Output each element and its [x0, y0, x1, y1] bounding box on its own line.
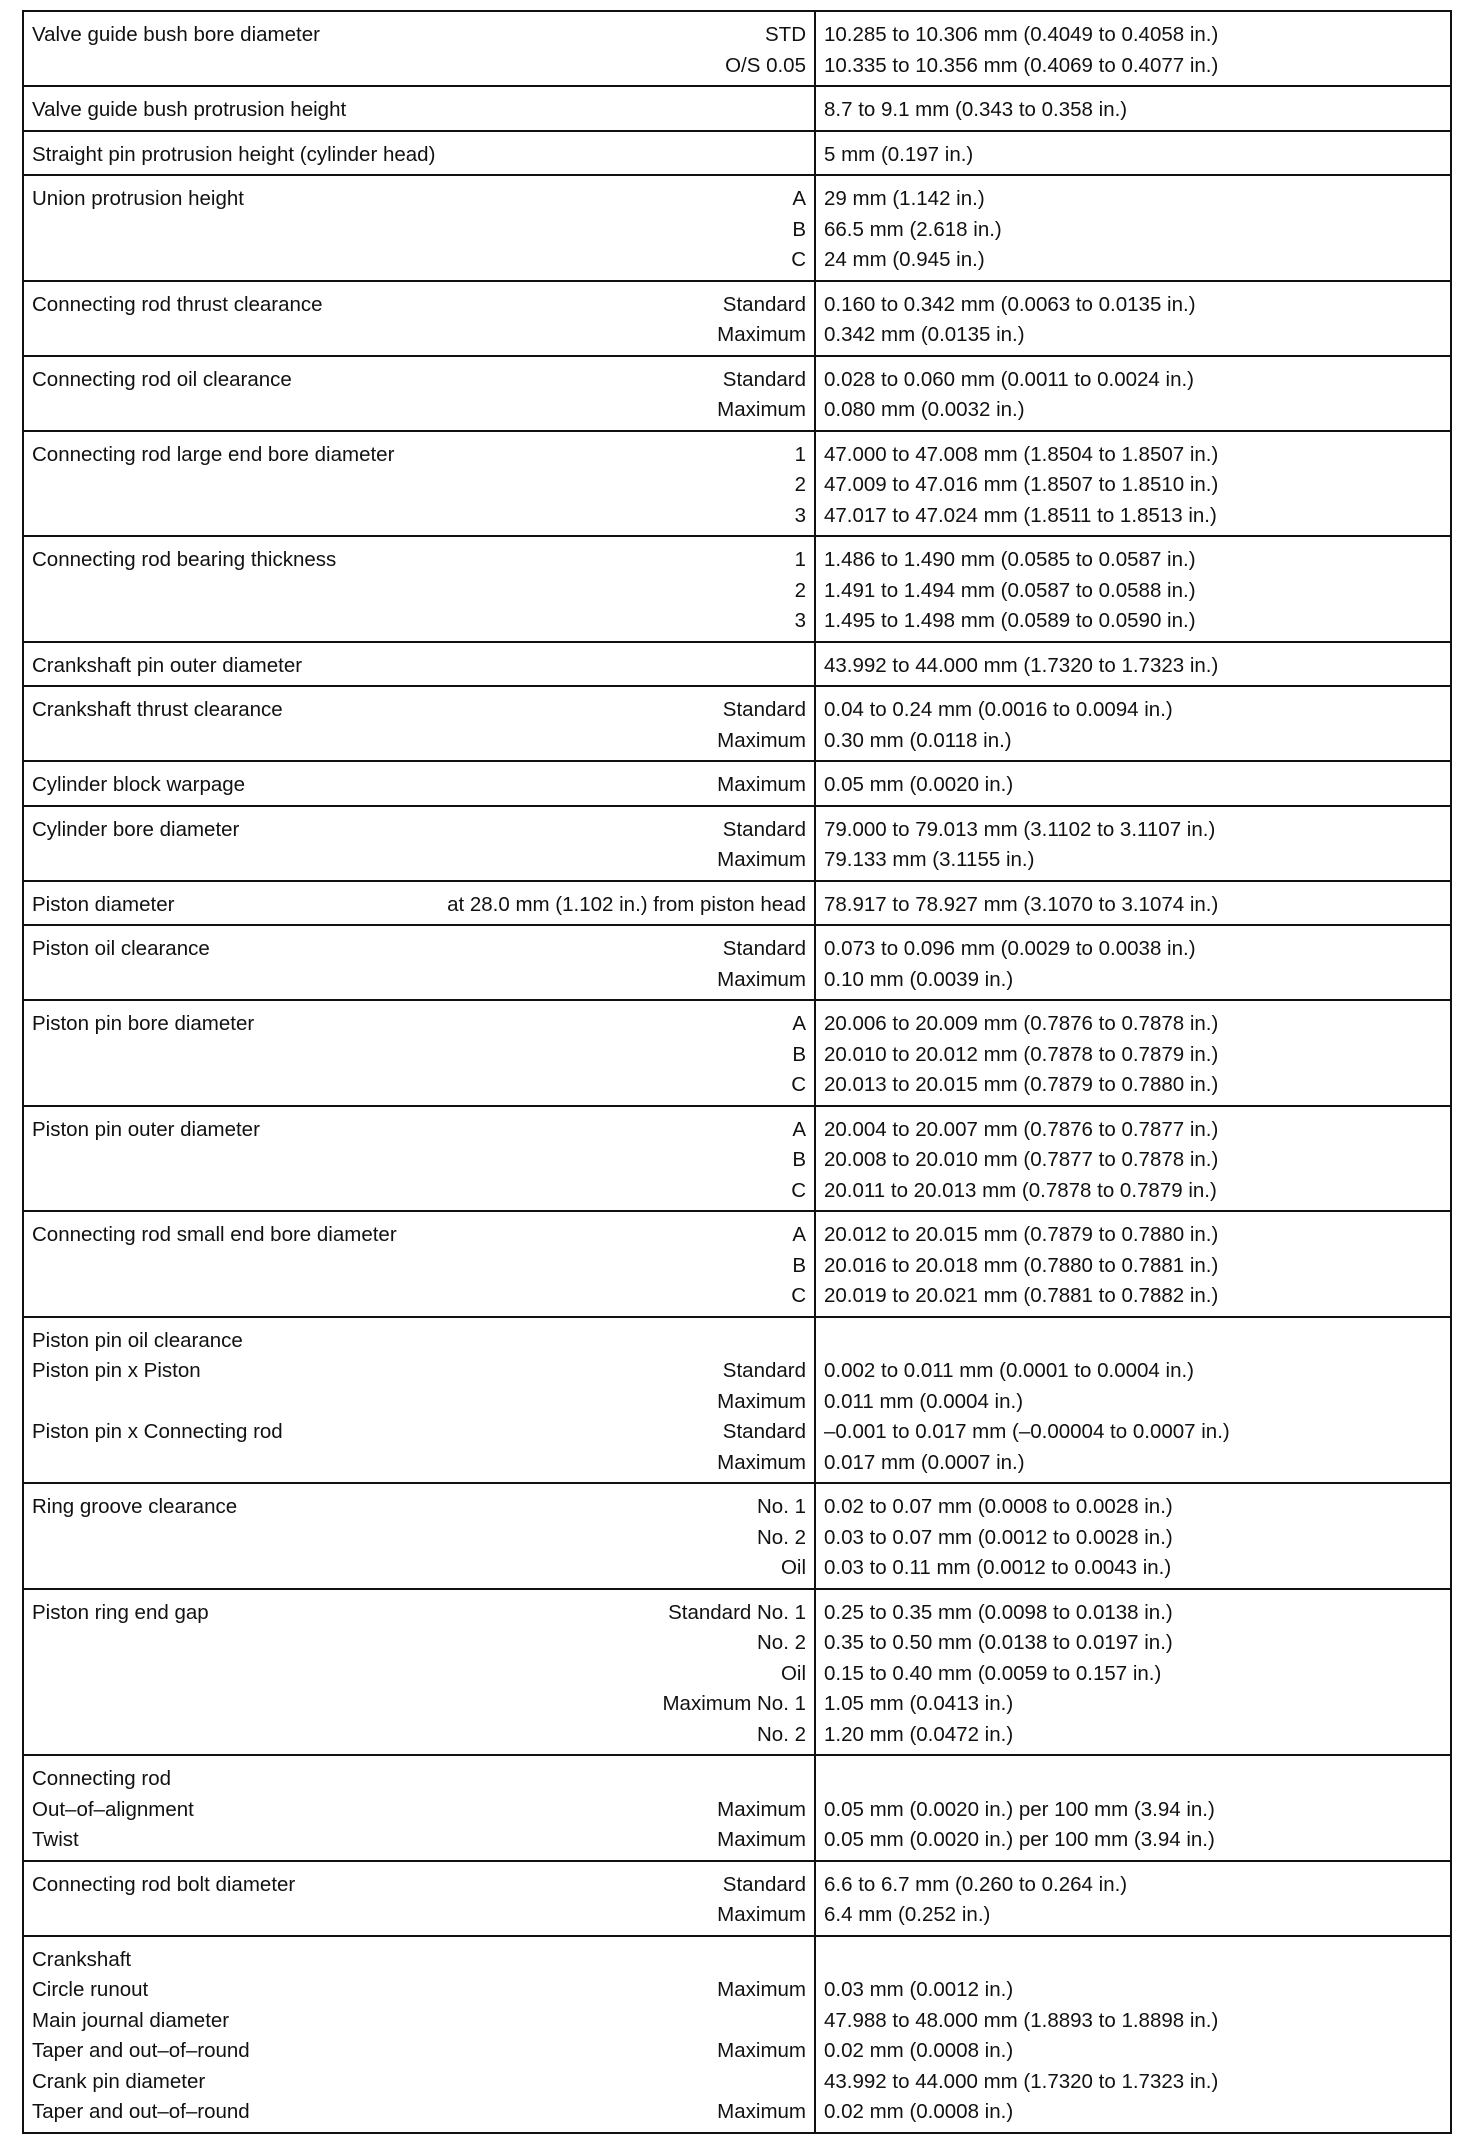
spec-value-cell: [815, 1936, 1451, 2133]
spec-line: [32, 1553, 806, 1584]
spec-line: [32, 726, 806, 757]
spec-item-name: Valve guide bush protrusion height: [32, 98, 347, 121]
spec-line: [32, 576, 806, 607]
spec-row: [23, 1106, 1451, 1212]
spec-value: 47.000 to 47.008 mm (1.8504 to 1.8507 in.): [824, 442, 1219, 466]
spec-condition: Maximum: [717, 1450, 806, 1474]
spec-value: 0.05 mm (0.0020 in.) per 100 mm (3.94 in.): [824, 1797, 1215, 1821]
spec-condition: Maximum: [717, 398, 806, 421]
spec-item-name: Ring groove clearance: [32, 1495, 238, 1518]
spec-value-cell: [815, 175, 1451, 281]
spec-item-name: Main journal diameter: [32, 2008, 230, 2032]
spec-value: 8.7 to 9.1 mm (0.343 to 0.358 in.): [824, 98, 1128, 121]
spec-description-cell: [23, 1317, 815, 1484]
spec-description-cell: [23, 1000, 815, 1106]
spec-condition: A: [792, 1223, 806, 1246]
spec-value-cell: [815, 86, 1451, 131]
spec-item-name: Piston pin oil clearance: [32, 1328, 243, 1352]
spec-value: 20.011 to 20.013 mm (0.7878 to 0.7879 in.): [824, 1178, 1217, 1202]
spec-row: [23, 1000, 1451, 1106]
spec-line: [32, 1417, 806, 1448]
spec-value: 0.04 to 0.24 mm (0.0016 to 0.0094 in.): [824, 698, 1173, 721]
spec-value: 1.05 mm (0.0413 in.): [824, 1692, 1014, 1715]
spec-row: [23, 1936, 1451, 2133]
spec-description-cell: [23, 1755, 815, 1861]
spec-condition: Maximum No. 1: [662, 1692, 806, 1715]
spec-value: 0.35 to 0.50 mm (0.0138 to 0.0197 in.): [824, 1631, 1173, 1654]
spec-description-cell: [23, 1211, 815, 1317]
spec-condition: Maximum: [717, 1797, 806, 1821]
spec-row: [23, 1317, 1451, 1484]
spec-line: [32, 1720, 806, 1751]
spec-line: [32, 770, 806, 801]
spec-value: 6.4 mm (0.252 in.): [824, 1903, 991, 1926]
spec-condition: Maximum: [717, 2039, 806, 2062]
spec-line: [32, 20, 806, 51]
spec-line: [32, 1387, 806, 1418]
spec-condition: 1: [794, 442, 806, 466]
spec-item-name: Crankshaft: [32, 1947, 132, 1971]
spec-condition: C: [791, 248, 806, 271]
spec-value: 0.02 to 0.07 mm (0.0008 to 0.0028 in.): [824, 1495, 1173, 1518]
spec-description-cell: [23, 642, 815, 687]
spec-line: [32, 845, 806, 876]
spec-item-name: Union protrusion height: [32, 187, 244, 210]
spec-value: 29 mm (1.142 in.): [824, 187, 985, 210]
spec-condition: C: [791, 1284, 806, 1307]
spec-line: [32, 1281, 806, 1312]
spec-condition: 2: [794, 578, 806, 602]
spec-condition: 2: [794, 473, 806, 496]
spec-value: 0.03 mm (0.0012 in.): [824, 1978, 1014, 2001]
spec-item-name: Piston oil clearance: [32, 937, 210, 960]
spec-line: [32, 606, 806, 637]
spec-value-cell: [815, 1755, 1451, 1861]
spec-line: [32, 1070, 806, 1101]
spec-value: 20.013 to 20.015 mm (0.7879 to 0.7880 in.): [824, 1073, 1219, 1096]
spec-line: [32, 1825, 806, 1856]
spec-description-cell: [23, 431, 815, 537]
spec-item-name: Straight pin protrusion height (cylinder head): [32, 142, 436, 166]
spec-row: [23, 761, 1451, 806]
spec-value: 0.05 mm (0.0020 in.) per 100 mm (3.94 in.): [824, 1828, 1215, 1851]
spec-condition: Maximum: [717, 1389, 806, 1413]
spec-line: [32, 934, 806, 965]
spec-line: [32, 695, 806, 726]
spec-item-name: Valve guide bush bore diameter: [32, 23, 320, 46]
spec-line: [32, 501, 806, 532]
spec-line: [32, 1220, 806, 1251]
spec-value: 10.285 to 10.306 mm (0.4049 to 0.4058 in.): [824, 23, 1219, 46]
spec-item-name: Cylinder bore diameter: [32, 817, 240, 841]
spec-line: [32, 1176, 806, 1207]
spec-value-cell: [815, 356, 1451, 431]
spec-line: [32, 184, 806, 215]
spec-condition: A: [792, 187, 806, 210]
spec-item-name: Connecting rod small end bore diameter: [32, 1223, 397, 1246]
spec-value: 6.6 to 6.7 mm (0.260 to 0.264 in.): [824, 1872, 1128, 1896]
spec-condition: 1: [794, 548, 806, 571]
spec-item-name: Taper and out–of–round: [32, 2039, 250, 2062]
spec-value: 0.017 mm (0.0007 in.): [824, 1450, 1025, 1474]
spec-line: [32, 2097, 806, 2128]
spec-line: [32, 1975, 806, 2006]
spec-item-name: Twist: [32, 1828, 79, 1851]
spec-value: 0.03 to 0.07 mm (0.0012 to 0.0028 in.): [824, 1525, 1173, 1549]
spec-condition: Maximum: [717, 848, 806, 871]
spec-value: 0.15 to 0.40 mm (0.0059 to 0.157 in.): [824, 1661, 1162, 1685]
spec-condition: Maximum: [717, 967, 806, 991]
spec-description-cell: [23, 536, 815, 642]
spec-description-cell: [23, 761, 815, 806]
spec-condition: Standard: [722, 937, 806, 960]
spec-description-cell: [23, 356, 815, 431]
spec-condition: No. 2: [757, 1722, 806, 1746]
spec-description-cell: [23, 281, 815, 356]
spec-item-name: Piston ring end gap: [32, 1600, 209, 1624]
spec-value: 0.03 to 0.11 mm (0.0012 to 0.0043 in.): [824, 1556, 1172, 1579]
spec-row: [23, 806, 1451, 881]
spec-line: [32, 1492, 806, 1523]
spec-line: [32, 140, 806, 171]
spec-condition: A: [792, 1117, 806, 1141]
spec-line: [32, 440, 806, 471]
spec-value-cell: [815, 431, 1451, 537]
spec-line: [32, 95, 806, 126]
spec-description-cell: [23, 881, 815, 926]
spec-value: 47.017 to 47.024 mm (1.8511 to 1.8513 in.): [824, 503, 1217, 527]
spec-item-name: Piston pin x Piston: [32, 1359, 201, 1382]
spec-line: [32, 1448, 806, 1479]
spec-line: [32, 320, 806, 351]
spec-value: 0.02 mm (0.0008 in.): [824, 2039, 1014, 2062]
spec-description-cell: [23, 11, 815, 86]
spec-row: [23, 642, 1451, 687]
spec-condition: at 28.0 mm (1.102 in.) from piston head: [447, 892, 806, 916]
spec-row: [23, 131, 1451, 176]
spec-description-cell: [23, 686, 815, 761]
spec-condition: Standard: [722, 1872, 806, 1896]
spec-condition: Standard: [722, 1420, 806, 1443]
spec-condition: No. 2: [757, 1525, 806, 1549]
spec-item-name: Connecting rod oil clearance: [32, 367, 292, 391]
spec-description-cell: [23, 1589, 815, 1756]
spec-value-cell: [815, 1861, 1451, 1936]
spec-condition: Maximum: [717, 2100, 806, 2123]
spec-value-cell: [815, 11, 1451, 86]
spec-item-name: Crank pin diameter: [32, 2069, 206, 2093]
spec-value: 0.342 mm (0.0135 in.): [824, 323, 1025, 346]
spec-line: [32, 2006, 806, 2037]
spec-item-name: Piston diameter: [32, 892, 175, 916]
spec-condition: Standard: [722, 1359, 806, 1382]
spec-item-name: Connecting rod bolt diameter: [32, 1872, 296, 1896]
spec-line: [32, 1628, 806, 1659]
spec-item-name: Crankshaft pin outer diameter: [32, 653, 303, 677]
spec-row: [23, 431, 1451, 537]
spec-condition: No. 2: [757, 1631, 806, 1654]
spec-condition: A: [792, 1012, 806, 1035]
spec-condition: Maximum: [717, 1903, 806, 1926]
spec-value-cell: [815, 131, 1451, 176]
spec-value-cell: [815, 686, 1451, 761]
spec-condition: Oil: [780, 1661, 806, 1685]
spec-description-cell: [23, 925, 815, 1000]
spec-condition: Standard: [722, 292, 806, 316]
spec-row: [23, 1483, 1451, 1589]
spec-description-cell: [23, 1483, 815, 1589]
spec-row: [23, 536, 1451, 642]
spec-row: [23, 86, 1451, 131]
spec-value: 20.008 to 20.010 mm (0.7877 to 0.7878 in.): [824, 1148, 1219, 1171]
spec-description-cell: [23, 1861, 815, 1936]
spec-value-cell: [815, 1589, 1451, 1756]
spec-value: 1.486 to 1.490 mm (0.0585 to 0.0587 in.): [824, 548, 1196, 571]
spec-line: [32, 51, 806, 82]
spec-value-cell: [815, 281, 1451, 356]
spec-table-body: [23, 11, 1451, 2133]
spec-item-name: Taper and out–of–round: [32, 2100, 250, 2123]
spec-line: [32, 1326, 806, 1357]
spec-line: [32, 1659, 806, 1690]
spec-value-cell: [815, 1106, 1451, 1212]
spec-line: [32, 290, 806, 321]
spec-value: 20.012 to 20.015 mm (0.7879 to 0.7880 in.): [824, 1223, 1219, 1246]
spec-condition: C: [791, 1073, 806, 1096]
spec-item-name: Circle runout: [32, 1978, 149, 2001]
spec-value: 20.006 to 20.009 mm (0.7876 to 0.7878 in.): [824, 1012, 1219, 1035]
spec-condition: C: [791, 1178, 806, 1202]
spec-line: [32, 1040, 806, 1071]
spec-condition: No. 1: [757, 1495, 806, 1518]
spec-value: 66.5 mm (2.618 in.): [824, 217, 1002, 241]
spec-value: 43.992 to 44.000 mm (1.7320 to 1.7323 in.): [824, 2069, 1219, 2093]
spec-value-cell: [815, 761, 1451, 806]
spec-line: [32, 1795, 806, 1826]
spec-condition: STD: [765, 23, 806, 46]
spec-condition: Standard No. 1: [668, 1600, 806, 1624]
spec-description-cell: [23, 1936, 815, 2133]
spec-line: [32, 1945, 806, 1976]
spec-value: 0.10 mm (0.0039 in.): [824, 967, 1014, 991]
spec-row: [23, 281, 1451, 356]
spec-condition: 3: [794, 503, 806, 527]
spec-condition: Standard: [722, 367, 806, 391]
spec-line: [32, 245, 806, 276]
spec-condition: Standard: [722, 817, 806, 841]
spec-line: [32, 1251, 806, 1282]
spec-value: 0.002 to 0.011 mm (0.0001 to 0.0004 in.): [824, 1359, 1195, 1382]
spec-condition: Maximum: [717, 773, 806, 796]
spec-line: [32, 365, 806, 396]
spec-value: 0.02 mm (0.0008 in.): [824, 2100, 1014, 2123]
spec-condition: Maximum: [717, 1978, 806, 2001]
spec-condition: B: [792, 217, 806, 241]
spec-description-cell: [23, 175, 815, 281]
spec-value: 47.988 to 48.000 mm (1.8893 to 1.8898 in.): [824, 2008, 1219, 2032]
spec-value: 79.000 to 79.013 mm (3.1102 to 3.1107 in.): [824, 817, 1216, 841]
spec-value: 0.011 mm (0.0004 in.): [824, 1389, 1024, 1413]
spec-item-name: Connecting rod bearing thickness: [32, 548, 337, 571]
spec-condition: B: [792, 1148, 806, 1171]
spec-value: 1.495 to 1.498 mm (0.0589 to 0.0590 in.): [824, 609, 1196, 632]
spec-item-name: Piston pin outer diameter: [32, 1117, 260, 1141]
spec-value: 78.917 to 78.927 mm (3.1070 to 3.1074 in.): [824, 892, 1219, 916]
spec-line: [32, 1900, 806, 1931]
spec-value: 79.133 mm (3.1155 in.): [824, 848, 1035, 871]
spec-description-cell: [23, 1106, 815, 1212]
spec-value-cell: [815, 881, 1451, 926]
spec-value: [824, 1945, 1442, 1976]
spec-table: [22, 10, 1452, 2134]
spec-value: 0.05 mm (0.0020 in.): [824, 773, 1014, 796]
spec-value-cell: [815, 642, 1451, 687]
spec-value: 1.491 to 1.494 mm (0.0587 to 0.0588 in.): [824, 578, 1196, 602]
spec-line: [32, 815, 806, 846]
spec-condition: Maximum: [717, 728, 806, 752]
spec-value-cell: [815, 1317, 1451, 1484]
spec-item-name: Out–of–alignment: [32, 1797, 194, 1821]
spec-row: [23, 1861, 1451, 1936]
spec-value-cell: [815, 806, 1451, 881]
spec-row: [23, 925, 1451, 1000]
spec-condition: B: [792, 1253, 806, 1277]
spec-value-cell: [815, 1211, 1451, 1317]
spec-line: [32, 1356, 806, 1387]
spec-line: [32, 651, 806, 682]
spec-line: [32, 1764, 806, 1795]
spec-value: 1.20 mm (0.0472 in.): [824, 1722, 1014, 1746]
spec-row: [23, 881, 1451, 926]
spec-condition: Maximum: [717, 323, 806, 346]
spec-value-cell: [815, 925, 1451, 1000]
spec-line: [32, 2067, 806, 2098]
spec-row: [23, 1211, 1451, 1317]
spec-row: [23, 686, 1451, 761]
spec-line: [32, 890, 806, 921]
spec-line: [32, 1689, 806, 1720]
spec-value: 0.25 to 0.35 mm (0.0098 to 0.0138 in.): [824, 1600, 1173, 1624]
spec-value: 0.028 to 0.060 mm (0.0011 to 0.0024 in.): [824, 367, 1195, 391]
spec-line: [32, 1598, 806, 1629]
spec-value: [824, 1326, 1442, 1357]
spec-item-name: Crankshaft thrust clearance: [32, 698, 283, 721]
spec-row: [23, 11, 1451, 86]
spec-row: [23, 1755, 1451, 1861]
spec-line: [32, 1145, 806, 1176]
spec-value: [824, 1764, 1442, 1795]
spec-row: [23, 175, 1451, 281]
spec-value: 0.30 mm (0.0118 in.): [824, 728, 1012, 752]
spec-value-cell: [815, 1483, 1451, 1589]
spec-condition: O/S 0.05: [725, 53, 806, 77]
spec-value-cell: [815, 536, 1451, 642]
spec-condition: Standard: [722, 698, 806, 721]
spec-line: [32, 965, 806, 996]
spec-line: [32, 1870, 806, 1901]
spec-item-name: Connecting rod: [32, 1767, 172, 1790]
spec-line: [32, 215, 806, 246]
spec-line: [32, 1115, 806, 1146]
spec-value: 0.160 to 0.342 mm (0.0063 to 0.0135 in.): [824, 292, 1196, 316]
spec-value: 0.073 to 0.096 mm (0.0029 to 0.0038 in.): [824, 937, 1196, 960]
spec-item-name: Piston pin bore diameter: [32, 1012, 255, 1035]
spec-line: [32, 395, 806, 426]
spec-condition: Maximum: [717, 1828, 806, 1851]
spec-value: 5 mm (0.197 in.): [824, 142, 974, 166]
spec-line: [32, 2036, 806, 2067]
spec-value: 20.010 to 20.012 mm (0.7878 to 0.7879 in.): [824, 1042, 1219, 1066]
spec-condition: Oil: [780, 1556, 806, 1579]
spec-condition: B: [792, 1042, 806, 1066]
spec-description-cell: [23, 131, 815, 176]
spec-line: [32, 470, 806, 501]
spec-description-cell: [23, 806, 815, 881]
spec-condition: 3: [794, 609, 806, 632]
spec-row: [23, 356, 1451, 431]
spec-value: 20.019 to 20.021 mm (0.7881 to 0.7882 in.): [824, 1284, 1219, 1307]
spec-item-name: Piston pin x Connecting rod: [32, 1420, 283, 1443]
spec-value: 0.080 mm (0.0032 in.): [824, 398, 1025, 421]
spec-value: 20.004 to 20.007 mm (0.7876 to 0.7877 in.): [824, 1117, 1219, 1141]
spec-item-name: Connecting rod large end bore diameter: [32, 442, 395, 466]
spec-line: [32, 1523, 806, 1554]
spec-value: 10.335 to 10.356 mm (0.4069 to 0.4077 in.): [824, 53, 1219, 77]
spec-row: [23, 1589, 1451, 1756]
spec-item-name: Cylinder block warpage: [32, 773, 246, 796]
spec-value-cell: [815, 1000, 1451, 1106]
spec-line: [32, 1009, 806, 1040]
spec-value: 47.009 to 47.016 mm (1.8507 to 1.8510 in.): [824, 473, 1219, 496]
spec-item-name: Connecting rod thrust clearance: [32, 292, 323, 316]
spec-value: 43.992 to 44.000 mm (1.7320 to 1.7323 in.): [824, 653, 1219, 677]
spec-value: 24 mm (0.945 in.): [824, 248, 985, 271]
spec-value: –0.001 to 0.017 mm (–0.00004 to 0.0007 in.): [824, 1420, 1230, 1443]
spec-value: 20.016 to 20.018 mm (0.7880 to 0.7881 in.): [824, 1253, 1219, 1277]
spec-description-cell: [23, 86, 815, 131]
spec-line: [32, 545, 806, 576]
